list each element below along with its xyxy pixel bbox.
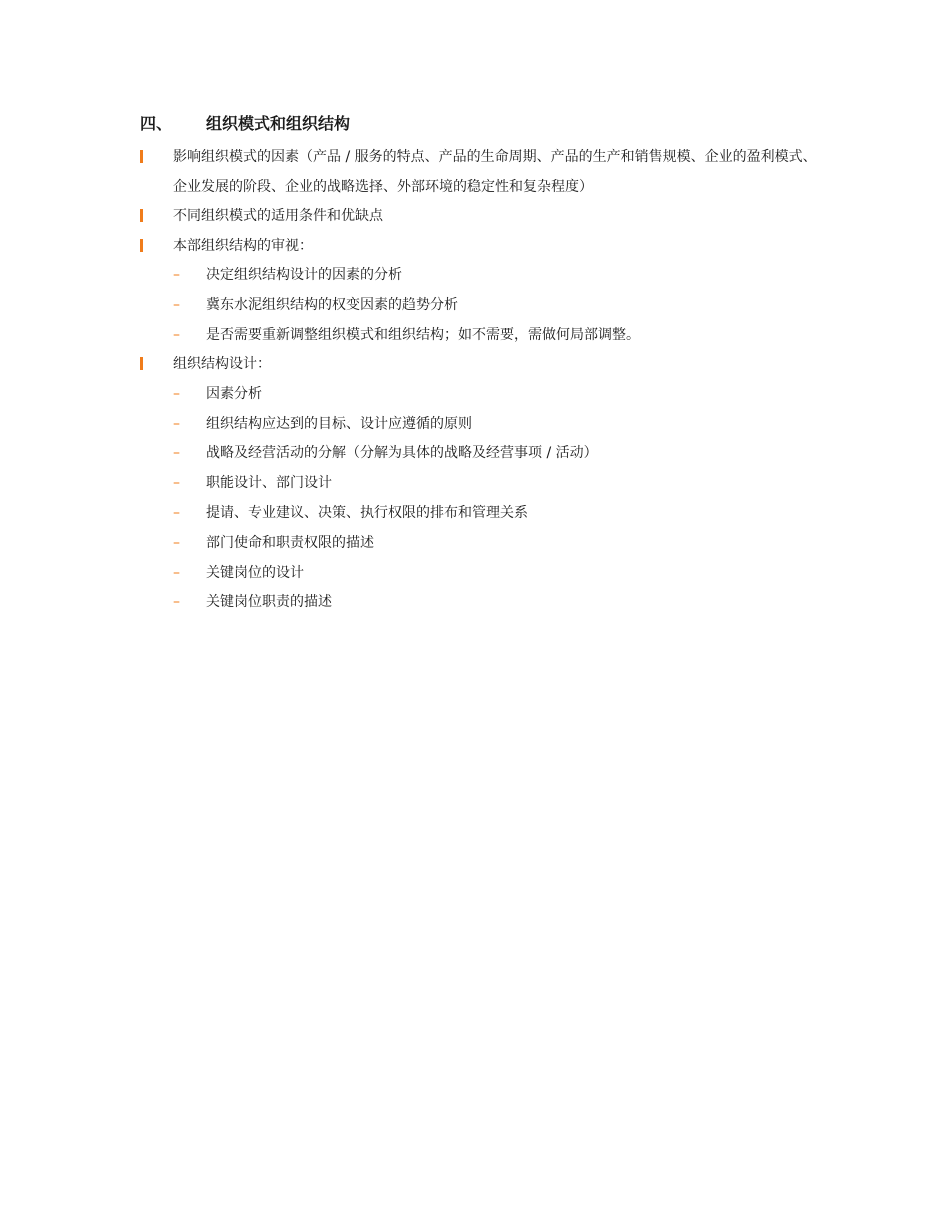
bullet-item [140, 232, 830, 262]
sub-item-text: 战略及经营活动的分解（分解为具体的战略及经营事项 / 活动） [206, 445, 598, 462]
sub-item-text: 组织结构应达到的目标、设计应遵循的原则 [206, 415, 472, 432]
sub-item [140, 588, 830, 618]
dash-marker: – [173, 415, 180, 432]
sub-item [140, 321, 830, 351]
dash-marker: – [173, 385, 180, 402]
bullet-list [140, 143, 830, 618]
sub-item-text: 因素分析 [206, 385, 262, 402]
sub-item-text: 是否需要重新调整组织模式和组织结构；如不需要，需做何局部调整。 [206, 326, 640, 343]
sub-item-text: 提请、专业建议、决策、执行权限的排布和管理关系 [206, 505, 528, 522]
bullet-text: 影响组织模式的因素（产品 / 服务的特点、产品的生命周期、产品的生产和销售规模、企业的盈利模式、企业发展的阶段、企业的战略选择、外部环境的稳定性和复杂程度） [173, 149, 817, 195]
sub-item [140, 261, 830, 291]
bullet-marker [140, 209, 143, 222]
dash-marker: – [173, 594, 180, 611]
dash-marker: – [173, 267, 180, 283]
sub-item-text: 关键岗位的设计 [206, 564, 304, 581]
bullet-marker [140, 357, 143, 370]
bullet-marker [140, 150, 143, 163]
sub-item [140, 559, 830, 589]
bullet-item [140, 350, 830, 380]
sub-item [140, 499, 830, 529]
bullet-text: 组织结构设计： [173, 356, 271, 373]
sub-item-text: 关键岗位职责的描述 [206, 594, 332, 611]
sub-item-text: 决定组织结构设计的因素的分析 [206, 267, 402, 283]
sub-item [140, 291, 830, 321]
section-heading [140, 113, 350, 135]
dash-marker: – [173, 296, 180, 313]
dash-marker: – [173, 534, 180, 551]
section-number: 四、 [140, 114, 173, 133]
bullet-item [140, 202, 830, 232]
sub-item-text: 部门使命和职责权限的描述 [206, 534, 374, 551]
sub-item [140, 380, 830, 410]
sub-item-text: 职能设计、部门设计 [206, 475, 332, 492]
dash-marker: – [173, 475, 180, 492]
dash-marker: – [173, 564, 180, 581]
sub-item [140, 410, 830, 440]
bullet-text: 本部组织结构的审视： [173, 237, 313, 254]
dash-marker: – [173, 445, 180, 462]
sub-item-text: 冀东水泥组织结构的权变因素的趋势分析 [206, 296, 458, 313]
sub-item [140, 439, 830, 469]
bullet-item [140, 143, 830, 202]
bullet-marker [140, 239, 143, 252]
section-title: 组织模式和组织结构 [206, 114, 351, 133]
dash-marker: – [173, 326, 180, 343]
sub-item [140, 469, 830, 499]
bullet-text: 不同组织模式的适用条件和优缺点 [173, 208, 383, 224]
dash-marker: – [173, 505, 180, 522]
sub-item [140, 529, 830, 559]
